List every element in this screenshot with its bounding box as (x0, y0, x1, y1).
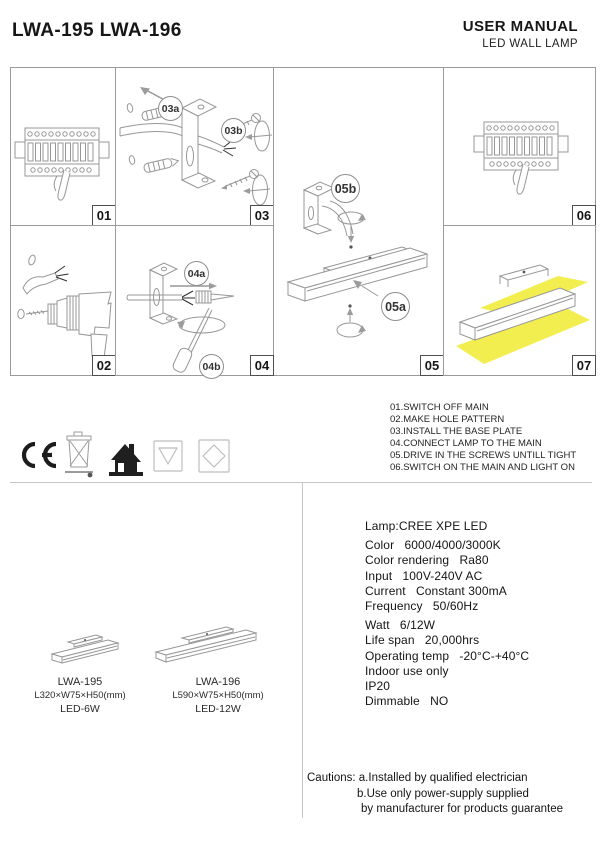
cautions-block (307, 771, 563, 818)
spec-line: IP20 (365, 679, 391, 694)
panel-number: 05 (420, 355, 444, 376)
panel-07 (443, 225, 596, 376)
spec-line: Indoor use only (365, 663, 449, 678)
instructions-list (390, 402, 576, 473)
spec-line: Frequency 50/60Hz (365, 599, 479, 614)
product-subtitle: LED WALL LAMP (482, 38, 578, 50)
product-model: LWA-196 (195, 676, 241, 688)
panel-04 (115, 225, 274, 376)
page-title-models: LWA-195 LWA-196 (12, 20, 182, 41)
panel-05 (273, 67, 444, 376)
indoor-use-icon (108, 434, 144, 480)
step-circle-03a: 03a (158, 96, 183, 121)
spec-line: Lamp:CREE XPE LED (365, 519, 488, 533)
panel-number: 02 (92, 355, 116, 376)
section-divider-horizontal (10, 482, 592, 483)
product-power: LED-6W (60, 703, 100, 715)
step-circle-04b: 04b (199, 354, 224, 379)
caution-line: b.Use only power-supply supplied (357, 787, 529, 800)
spec-line: Operating temp -20°C-+40°C (365, 648, 530, 663)
instruction-line: 05.DRIVE IN THE SCREWS UNTILL TIGHT (390, 449, 577, 461)
weee-bin-icon (63, 431, 95, 479)
panel-02 (10, 225, 116, 376)
panel-number: 03 (250, 205, 274, 226)
base-plate-anchors-drawing (116, 68, 273, 225)
panel-03 (115, 67, 274, 226)
inverted-triangle-icon (153, 438, 183, 474)
caution-line: Cautions: a.Installed by qualified electrician (307, 772, 528, 784)
manual-title: USER MANUAL (462, 18, 578, 35)
step-circle-03b: 03b (221, 118, 246, 143)
panel-number: 07 (572, 355, 596, 376)
instruction-line: 06.SWITCH ON THE MAIN AND LIGHT ON (390, 461, 575, 473)
lamp-light-on-drawing (444, 226, 595, 375)
panel-06 (443, 67, 596, 226)
specs-list (365, 519, 529, 709)
panel-number: 01 (92, 205, 116, 226)
panel-number: 04 (250, 355, 274, 376)
spec-line: Current Constant 300mA (365, 583, 507, 598)
spec-line: Life span 20,000hrs (365, 633, 480, 648)
spec-line: Watt 6/12W (365, 618, 436, 633)
panel-01 (10, 67, 116, 226)
panel-number: 06 (572, 205, 596, 226)
instruction-line: 02.MAKE HOLE PATTERN (390, 413, 505, 425)
product-lwa-196-drawing (148, 620, 264, 674)
step-circle-05b: 05b (331, 174, 360, 203)
instruction-line: 03.INSTALL THE BASE PLATE (390, 425, 523, 437)
step-circle-04a: 04a (184, 261, 209, 286)
spec-line: Color rendering Ra80 (365, 553, 489, 568)
product-lwa-195-drawing (46, 630, 130, 674)
spec-line: Dimmable NO (365, 694, 449, 709)
product-model: LWA-195 (57, 676, 103, 688)
diamond-icon (198, 437, 230, 475)
section-divider-vertical (302, 482, 303, 818)
product-lwa-196 (155, 676, 281, 715)
breaker-terminal-strip-drawing (13, 120, 113, 208)
caution-line: by manufacturer for products guarantee (361, 803, 564, 816)
lamp-mounting-drawing (274, 68, 443, 375)
drill-drawing (13, 244, 113, 364)
instruction-line: 04.CONNECT LAMP TO THE MAIN (390, 437, 542, 449)
breaker-terminal-strip-drawing (472, 114, 572, 202)
product-power: LED-12W (195, 703, 241, 715)
product-lwa-195 (20, 676, 140, 715)
spec-line: Color 6000/4000/3000K (365, 538, 501, 553)
step-circle-05a: 05a (381, 292, 410, 321)
instruction-line: 01.SWITCH OFF MAIN (390, 402, 489, 413)
ce-mark-icon (19, 440, 57, 470)
product-size: L590×W75×H50(mm) (172, 690, 264, 701)
spec-line: Input 100V-240V AC (365, 568, 483, 583)
header-right-block (463, 18, 578, 50)
wire-connection-drawing (116, 226, 273, 375)
product-size: L320×W75×H50(mm) (34, 690, 126, 701)
